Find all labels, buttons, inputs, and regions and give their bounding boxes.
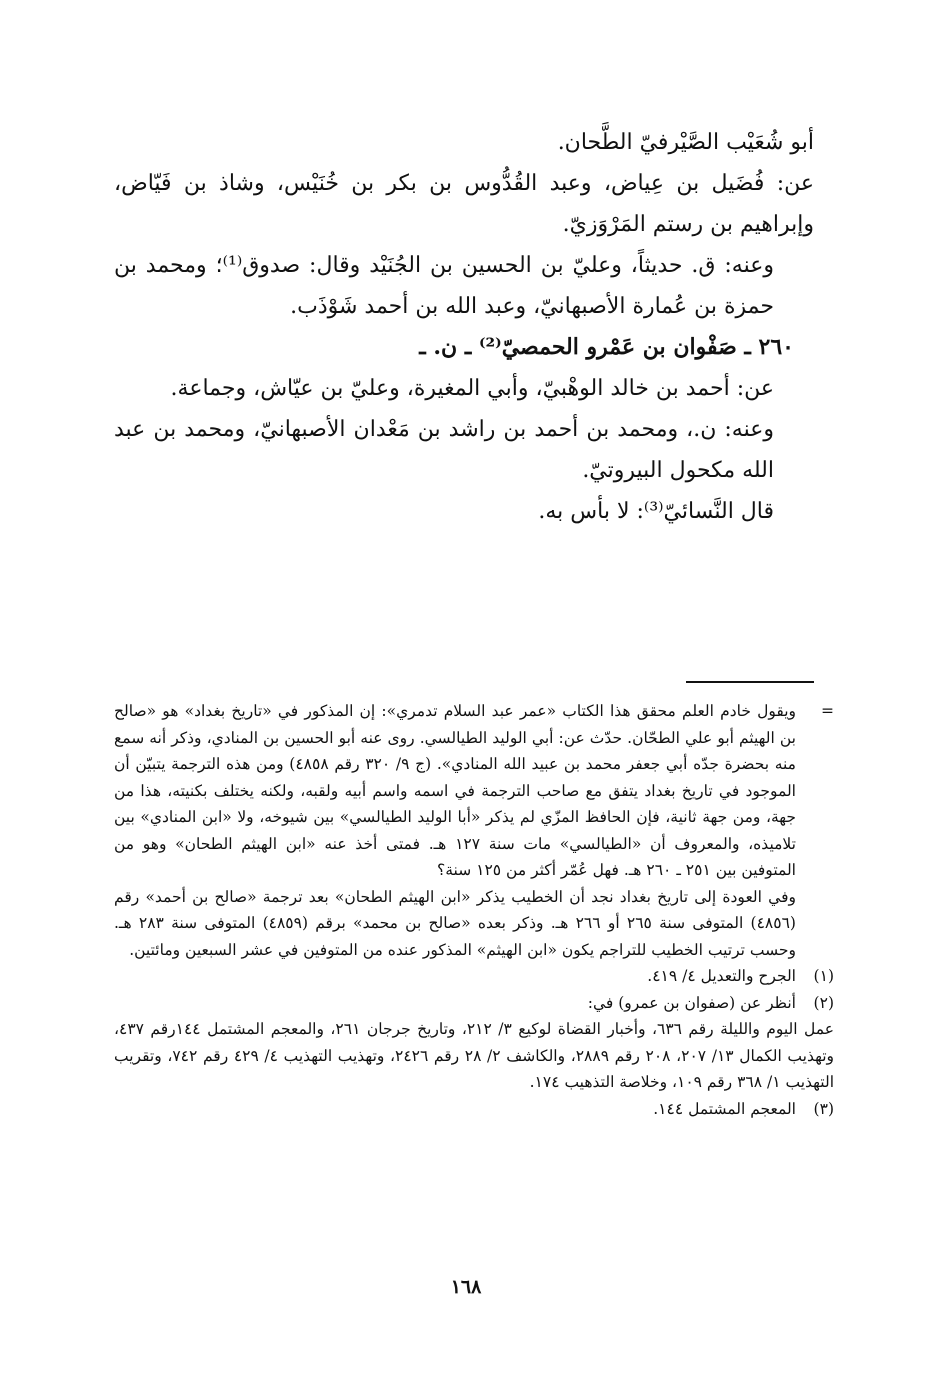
footnote-1-text: الجرح والتعديل ٤/ ٤١٩. [647,967,796,985]
footnote-2-references [114,1016,834,1096]
footnote-2-number: (٢) [813,993,834,1012]
main-text [114,122,814,532]
continuation-paragraph-1: ويقول خادم العلم محقق هذا الكتاب «عمر عبد السلام تدمري»: إن المذكور في «تاريخ بغداد» هو «صالح بن الهيثم أبو علي الطحّان. حدّث عن: أبي الوليد الطيالسي. روى عنه أبو الحسين بن المنادي، وذكر أنه سمع منه بحضرة جدّه أبي جعفر محمد بن عبيد الله المنادي». (ج ٩/ ٣٢٠ رقم ٤٨٥٨) ومن هذه الترجمة يتبيّن أن الموجود في تاريخ بغداد يتفق مع صاحب الترجمة في اسمه واسم أبيه ولقبه، ولكنه يختلف بكنيته، هذا من جهة، ومن جهة ثانية، فإن الحافظ المزّي لم يذكر «أبا الوليد الطيالسي» بين شيوخه، ولا «ابن المنادي» بين تلاميذه، والمعروف أن «الطيالسي» مات سنة ١٢٧ هـ. فمتى أخذ عنه «ابن الهيثم الطحان» وهو من المتوفين بين ٢٥١ ـ ٢٦٠ هـ. فهل عُمّر أكثر من ١٢٥ سنة؟ [114,702,796,879]
students-paragraph: وعنه: ق. حديثاً، وعليّ بن الحسين بن الجُنَيْد وقال: صدوق⁽¹⁾؛ ومحمد بن حمزة بن عُمارة الأصبهانيّ، وعبد الله بن أحمد شَوْذَب. [114,253,774,319]
continuation-text [114,698,796,963]
entry-teachers-paragraph: عن: أحمد بن خالد الوهْبيّ، وأبي المغيرة، وعليّ بن عيّاش، وجماعة. [170,376,774,401]
entry-students-paragraph: وعنه: ن.، ومحمد بن أحمد بن راشد بن مَعْدان الأصبهانيّ، ومحمد بن عبد الله مكحول البيروتيّ. [114,417,774,483]
footnote-1-number: (١) [813,967,834,985]
footnote-3-number: (٣) [813,1099,834,1118]
entry-continuation-line: أبو شُعَيْب الصَّيْرفيّ الطَّحان. [557,130,814,155]
footnote-2-text: عمل اليوم والليلة رقم ٦٣٦، وأخبار القضاة لوكيع ٣/ ٢١٢، وتاريخ جرجان ٢٦١، والمعجم المشتمل ١٤٤رقم ٤٣٧، وتهذيب الكمال ١٣/ ٢٠٧، ٢٠٨ رقم ٢٨٨٩، والكاشف ٢/ ٢٨ رقم ٢٤٢٦، وتهذيب التهذيب ٤/ ٤٢٩ رقم ٧٤٢، وتقريب التهذيب ١/ ٣٦٨ رقم ١٠٩، وخلاصة التذهيب ١٧٤. [114,1020,835,1091]
footnote-continuation [114,698,834,963]
footnote-3-text: المعجم المشتمل ١٤٤. [653,1099,796,1118]
entry-heading: ٢٦٠ ـ صَفْوان بن عَمْرو الحمصيّ⁽²⁾ ـ ن. ـ [419,334,794,360]
footnotes [114,698,834,1122]
footnote-separator [686,681,814,683]
footnote-2-intro: أنظر عن (صفوان بن عمرو) في: [587,993,796,1012]
teachers-paragraph: عن: فُضَيل بن عِياض، وعبد القُدُّوس بن بكر بن خُنَيْس، وشاذ بن فَيّاض، وإبراهيم بن رستم المَرْوَزيّ. [114,171,814,237]
footnote-1 [114,963,834,990]
continuation-marker: = [821,702,834,720]
footnote-2 [114,990,834,1017]
nasai-opinion: قال النَّسائيّ⁽³⁾: لا بأس به. [538,499,774,524]
footnote-3 [114,1096,834,1123]
page-number: ١٦٨ [450,1276,482,1298]
continuation-paragraph-2: وفي العودة إلى تاريخ بغداد نجد أن الخطيب يذكر «ابن الهيثم الطحان» بعد ترجمة «صالح بن أحمد» رقم (٤٨٥٦) المتوفى سنة ٢٦٥ أو ٢٦٦ هـ. وذكر بعده «صالح بن محمد» برقم (٤٨٥٩) المتوفى سنة ٢٨٣ هـ. وحسب ترتيب الخطيب للتراجم يكون «ابن الهيثم» المذكور عنده من المتوفين في عشر السبعين ومائتين. [114,887,796,959]
